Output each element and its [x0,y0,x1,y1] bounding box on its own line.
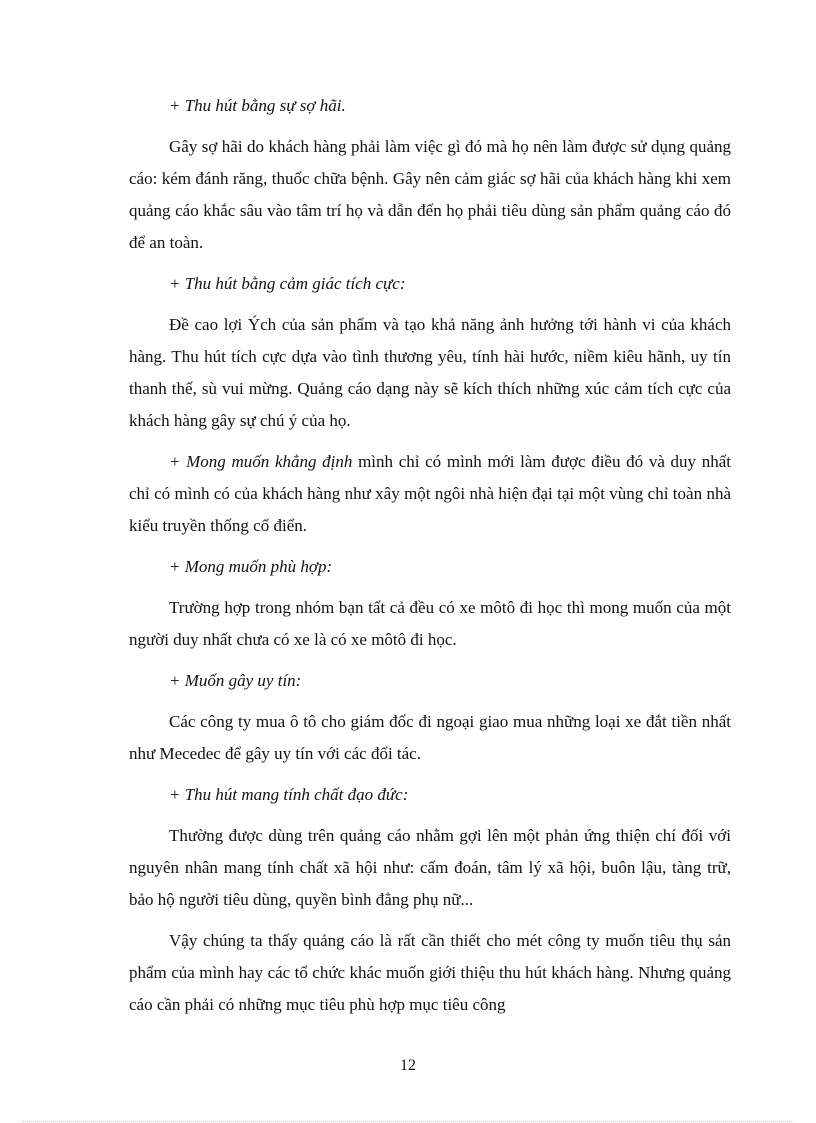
page-number: 12 [400,1057,416,1074]
paragraph-desire-assert-text: mình chỉ có mình mới làm được điều đó và duy nhất chỉ có mình có của khách hàng như xây một ngôi nhà hiện đại tại một vùng chỉ toàn nhà kiểu truyền thống cổ điển. [129,452,731,535]
footer-divider [22,1121,794,1122]
inline-heading-desire-assert: + Mong muốn khẳng định [169,452,353,471]
heading-positive-appeal: + Thu hút bằng cảm giác tích cực: [169,274,406,293]
paragraph-desire-conform: Trường hợp trong nhóm bạn tất cả đều có xe môtô đi học thì mong muốn của một người duy nhất chưa có xe là có xe môtô đi học. [129,598,731,649]
page-body [129,90,731,1030]
paragraph-desire-assert [129,446,731,542]
paragraph-moral-appeal: Thường được dùng trên quảng cáo nhằm gợi lên một phản ứng thiện chí đối với nguyên nhân mang tính chất xã hội như: cấm đoán, tâm lý xã hội, buôn lậu, tàng trữ, bảo hộ người tiêu dùng, quyền bình đẳng phụ nữ... [129,826,731,909]
paragraph-fear-appeal: Gây sợ hãi do khách hàng phải làm việc gì đó mà họ nên làm được sử dụng quảng cáo: kém đánh răng, thuốc chữa bệnh. Gây nên cảm giác sợ hãi của khách hàng khi xem quảng cáo khắc sâu vào tâm trí họ và dẫn đến họ phải tiêu dùng sản phẩm quảng cáo đó để an toàn. [129,137,731,252]
heading-prestige: + Muốn gây uy tín: [169,671,302,690]
heading-moral-appeal: + Thu hút mang tính chất đạo đức: [169,785,409,804]
paragraph-conclusion: Vậy chúng ta thấy quảng cáo là rất cần thiết cho mét công ty muốn tiêu thụ sản phẩm của mình hay các tổ chức khác muốn giới thiệu thu hút khách hàng. Nhưng quảng cáo cần phải có những mục tiêu phù hợp mục tiêu công [129,931,731,1014]
heading-desire-conform: + Mong muốn phù hợp: [169,557,333,576]
heading-fear-appeal: + Thu hút bằng sự sợ hãi. [169,96,346,115]
paragraph-positive-appeal: Đề cao lợi Ých của sản phẩm và tạo khả năng ảnh hưởng tới hành vi của khách hàng. Thu hút tích cực dựa vào tình thương yêu, tính hài hước, niềm kiêu hãnh, uy tín thanh thế, sù vui mừng. Quảng cáo dạng này sẽ kích thích những xúc cảm tích cực của khách hàng gây sự chú ý của họ. [129,315,731,430]
paragraph-prestige: Các công ty mua ô tô cho giám đốc đi ngoại giao mua những loại xe đắt tiền nhất như Mecedec để gây uy tín với các đối tác. [129,712,731,763]
